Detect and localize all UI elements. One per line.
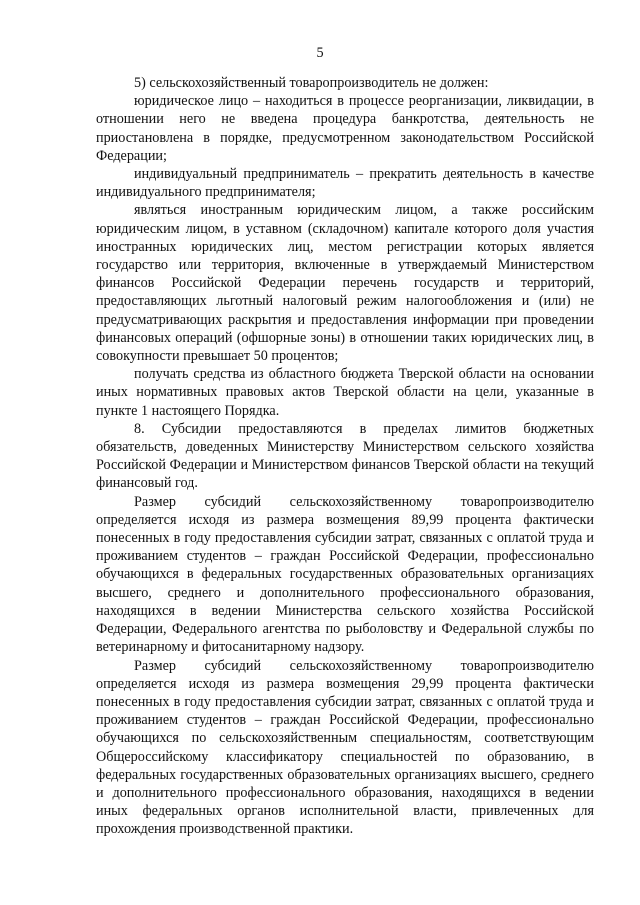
document-body bbox=[96, 74, 594, 839]
paragraph-regional-budget: получать средства из областного бюджета Тверской области на основании иных нормативных правовых актов Тверской области на цели, указанные в пункте 1 настоящего Порядка. bbox=[96, 366, 594, 419]
paragraph-subsidy-size-89: Размер субсидий сельскохозяйственному товаропроизводителю определяется исходя из размера возмещения 89,99 процента фактически понесенных в году предоставления субсидии затрат, связанных с оплатой труда и проживанием студентов – граждан Российской Федерации, профессионально обучающихся в федеральных государственных образовательных организациях высшего, среднего и дополнительного профессионального образования, находящихся в ведении Министерства сельского хозяйства Российской Федерации, Федерального агентства по рыболовству и Федеральной службы по ветеринарному и фитосанитарному надзору. bbox=[96, 493, 594, 656]
page-number: 5 bbox=[316, 45, 324, 61]
paragraph-foreign-entity: являться иностранным юридическим лицом, а также российским юридическим лицом, в уставном (складочном) капитале которого доля участия иностранных юридических лиц, местом регистрации которых является государство или территория, включенные в утверждаемый Министерством финансов Российской Федерации перечень государств и территорий, предоставляющих льготный налоговый режим налогообложения и (или) не предусматривающих раскрытия и предоставления информации при проведении финансовых операций (офшорные зоны) в отношении таких юридических лиц, в совокупности превышает 50 процентов; bbox=[96, 202, 594, 365]
paragraph-individual-entrepreneur: индивидуальный предприниматель – прекратить деятельность в качестве индивидуального предпринимателя; bbox=[96, 166, 594, 201]
paragraph-item-5-intro: 5) сельскохозяйственный товаропроизводитель не должен: bbox=[134, 75, 489, 91]
paragraph-legal-entity: юридическое лицо – находиться в процессе реорганизации, ликвидации, в отношении него не введена процедура банкротства, деятельность не приостановлена в порядке, предусмотренном законодательством Российской Федерации; bbox=[96, 93, 594, 164]
paragraph-item-8-subsidies: 8. Субсидии предоставляются в пределах лимитов бюджетных обязательств, доведенных Министерству Министерством сельского хозяйства Российской Федерации и Министерством финансов Тверской области на текущий финансовый год. bbox=[96, 420, 594, 492]
paragraph-subsidy-size-29: Размер субсидий сельскохозяйственному товаропроизводителю определяется исходя из размера возмещения 29,99 процента фактически понесенных в году предоставления субсидии затрат, связанных с оплатой труда и проживанием студентов – граждан Российской Федерации, профессионально обучающихся по сельскохозяйственным специальностям, соответствующим Общероссийскому классификатору специальностей по образованию, в федеральных государственных образовательных организациях высшего, среднего и дополнительного профессионального образования, находящихся в ведении иных федеральных органов исполнительной власти, привлеченных для прохождения производственной практики. bbox=[96, 657, 594, 838]
